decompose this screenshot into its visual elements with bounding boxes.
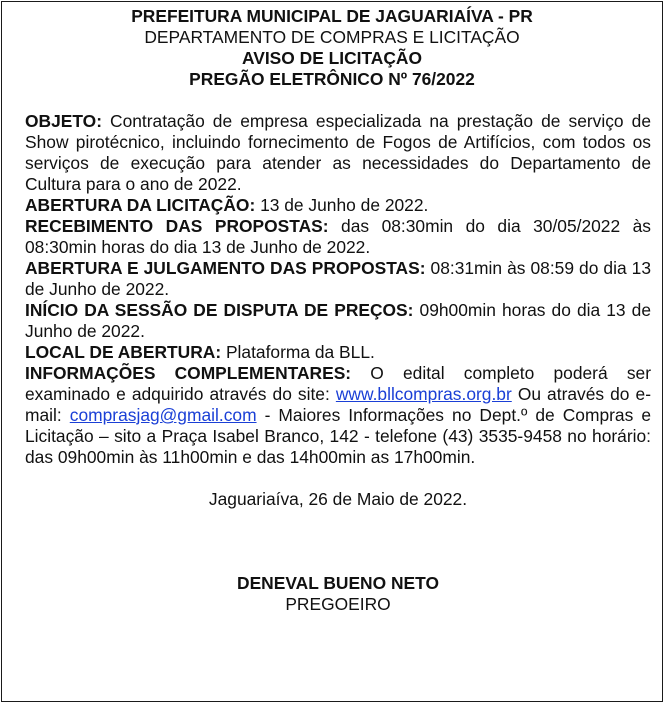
auction-number: PREGÃO ELETRÔNICO Nº 76/2022 xyxy=(189,69,475,89)
julgamento-paragraph xyxy=(25,258,651,300)
recebimento-paragraph xyxy=(25,216,651,258)
email-link[interactable]: comprasjag@gmail.com xyxy=(69,405,257,425)
informacoes-text-3: - Maiores Informações no Dept.º de Compras e Licitação – sito a Praça Isabel Branco, 142 - telefone (43) 3535-9458 no horário: das 09h00min às 11h00min e das 14h00min as 17h00min. xyxy=(25,405,651,467)
inicio-text: 09h00min horas do dia 13 de Junho de 2022. xyxy=(25,300,651,341)
abertura-paragraph xyxy=(25,195,651,216)
abertura-text: 13 de Junho de 2022. xyxy=(255,195,429,215)
recebimento-label: RECEBIMENTO DAS PROPOSTAS: xyxy=(25,216,329,236)
local-paragraph xyxy=(25,342,651,363)
notice-type: AVISO DE LICITAÇÃO xyxy=(241,48,423,68)
informacoes-label: INFORMAÇÕES COMPLEMENTARES: xyxy=(25,363,352,383)
signer-name: DENEVAL BUENO NETO xyxy=(237,573,439,593)
informacoes-text-2: Ou através do e-mail: xyxy=(25,384,651,425)
informacoes-paragraph xyxy=(25,363,651,468)
website-link[interactable]: www.bllcompras.org.br xyxy=(335,384,512,404)
notice-frame xyxy=(1,1,663,702)
julgamento-label: ABERTURA E JULGAMENTO DAS PROPOSTAS: xyxy=(25,258,426,278)
department-title: DEPARTAMENTO DE COMPRAS E LICITAÇÃO xyxy=(144,27,520,47)
signature-block xyxy=(25,573,651,615)
inicio-label: INÍCIO DA SESSÃO DE DISPUTA DE PREÇOS: xyxy=(25,300,414,320)
notice-date: Jaguariaíva, 26 de Maio de 2022. xyxy=(208,489,468,509)
objeto-paragraph xyxy=(25,111,651,195)
municipality-title: PREFEITURA MUNICIPAL DE JAGUARIAÍVA - PR xyxy=(131,6,533,26)
notice-body xyxy=(25,111,651,468)
local-text: Plataforma da BLL. xyxy=(221,342,375,362)
objeto-label: OBJETO: xyxy=(25,111,102,131)
julgamento-text: 08:31min às 08:59 do dia 13 de Junho de 2022. xyxy=(25,258,652,299)
objeto-text: Contratação de empresa especializada na prestação de serviço de Show pirotécnico, incluindo fornecimento de Fogos de Artifícios, com todos os serviços de execução para atender as necessidades do Departamento de Cultura para o ano de 2022. xyxy=(25,111,651,194)
local-label: LOCAL DE ABERTURA: xyxy=(25,342,222,362)
informacoes-text-1: O edital completo poderá ser examinado e adquirido através do site: xyxy=(25,363,651,404)
abertura-label: ABERTURA DA LICITAÇÃO: xyxy=(25,195,256,215)
notice-header xyxy=(13,6,651,90)
signer-role: PREGOEIRO xyxy=(285,594,391,614)
inicio-paragraph xyxy=(25,300,651,342)
recebimento-text: das 08:30min do dia 30/05/2022 às 08:30min horas do dia 13 de Junho de 2022. xyxy=(25,216,651,257)
